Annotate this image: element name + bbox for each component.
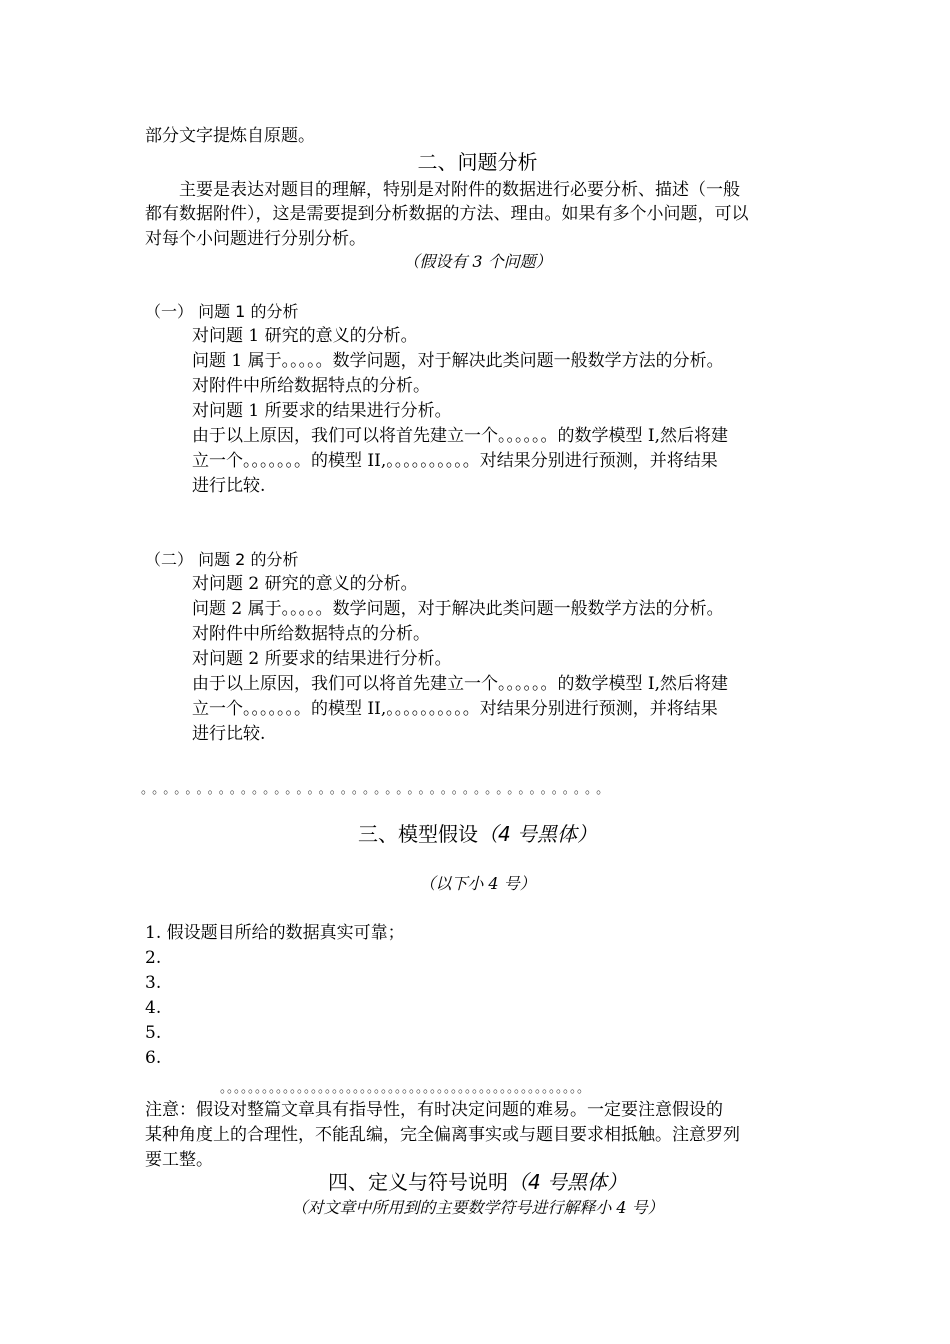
q1-line-4: 对问题 1 所要求的结果进行分析。 [192,401,452,421]
q2-line-2: 问题 2 属于。。。。。数学问题，对于解决此类问题一般数学方法的分析。 [192,599,724,619]
q1-line-7: 进行比较. [192,476,266,496]
section4-title: 四、定义与符号说明 [327,1170,508,1194]
section2-para-line-1: 主要是表达对题目的理解，特别是对附件的数据进行必要分析、描述（一般 [179,180,740,200]
section3-dots-separator: 。。。。。。。。。。。。。。。。。。。。。。。。。。。。。。。。。。。。。。。。。。。。。。。。。。。。 [220,1081,591,1096]
assumption-item-5: 5. [145,1023,162,1043]
q2-heading: （二） 问题 2 的分析 [145,550,299,569]
q1-line-1: 对问题 1 研究的意义的分析。 [192,326,418,346]
q1-line-2: 问题 1 属于。。。。。数学问题，对于解决此类问题一般数学方法的分析。 [192,351,724,371]
section2-dots-separator: 。。。。。。。。。。。。。。。。。。。。。。。。。。。。。。。。。。。。。。。。。。 [141,782,614,797]
assumption-item-3: 3. [145,973,162,993]
section3-size-note: （以下小 4 号） [419,874,536,893]
section4-title-line [145,1170,810,1194]
assumption-item-6: 6. [145,1048,162,1068]
attention-line-2: 某种角度上的合理性，不能乱编，完全偏离事实或与题目要求相抵触。注意罗列 [145,1125,740,1145]
q2-line-1: 对问题 2 研究的意义的分析。 [192,574,418,594]
assumption-item-2: 2. [145,948,162,968]
section3-title: 三、模型假设 [357,822,478,846]
q2-line-3: 对附件中所给数据特点的分析。 [192,624,430,644]
q2-line-7: 进行比较. [192,724,266,744]
assumption-item-1: 1. 假设题目所给的数据真实可靠； [145,923,405,943]
intro-tail-text: 部分文字提炼自原题。 [145,126,315,146]
section4-subtitle: （对文章中所用到的主要数学符号进行解释小 4 号） [291,1198,664,1217]
q1-line-6: 立一个。。。。。。。的模型 II,。。。。。。。。。。对结果分别进行预测，并将结果 [192,451,718,471]
q2-line-4: 对问题 2 所要求的结果进行分析。 [192,649,452,669]
section3-title-line [145,822,810,846]
assumption-item-4: 4. [145,998,162,1018]
attention-line-1: 注意：假设对整篇文章具有指导性，有时决定问题的难易。一定要注意假设的 [145,1100,723,1120]
section4-title-note: （4 号黑体） [507,1170,628,1194]
attention-line-3: 要工整。 [145,1150,213,1170]
q2-line-6: 立一个。。。。。。。的模型 II,。。。。。。。。。。对结果分别进行预测，并将结果 [192,699,718,719]
section2-title: 二、问题分析 [417,150,538,174]
q1-heading: （一） 问题 1 的分析 [145,302,299,321]
section2-para-line-2: 都有数据附件），这是需要提到分析数据的方法、理由。如果有多个小问题，可以 [145,204,749,224]
q1-line-5: 由于以上原因，我们可以将首先建立一个。。。。。。的数学模型 I,然后将建 [192,426,729,446]
section2-para-line-3: 对每个小问题进行分别分析。 [145,229,366,249]
section2-note: （假设有 3 个问题） [403,252,552,271]
q2-line-5: 由于以上原因，我们可以将首先建立一个。。。。。。的数学模型 I,然后将建 [192,674,729,694]
q1-line-3: 对附件中所给数据特点的分析。 [192,376,430,396]
section3-title-note: （4 号黑体） [477,822,598,846]
